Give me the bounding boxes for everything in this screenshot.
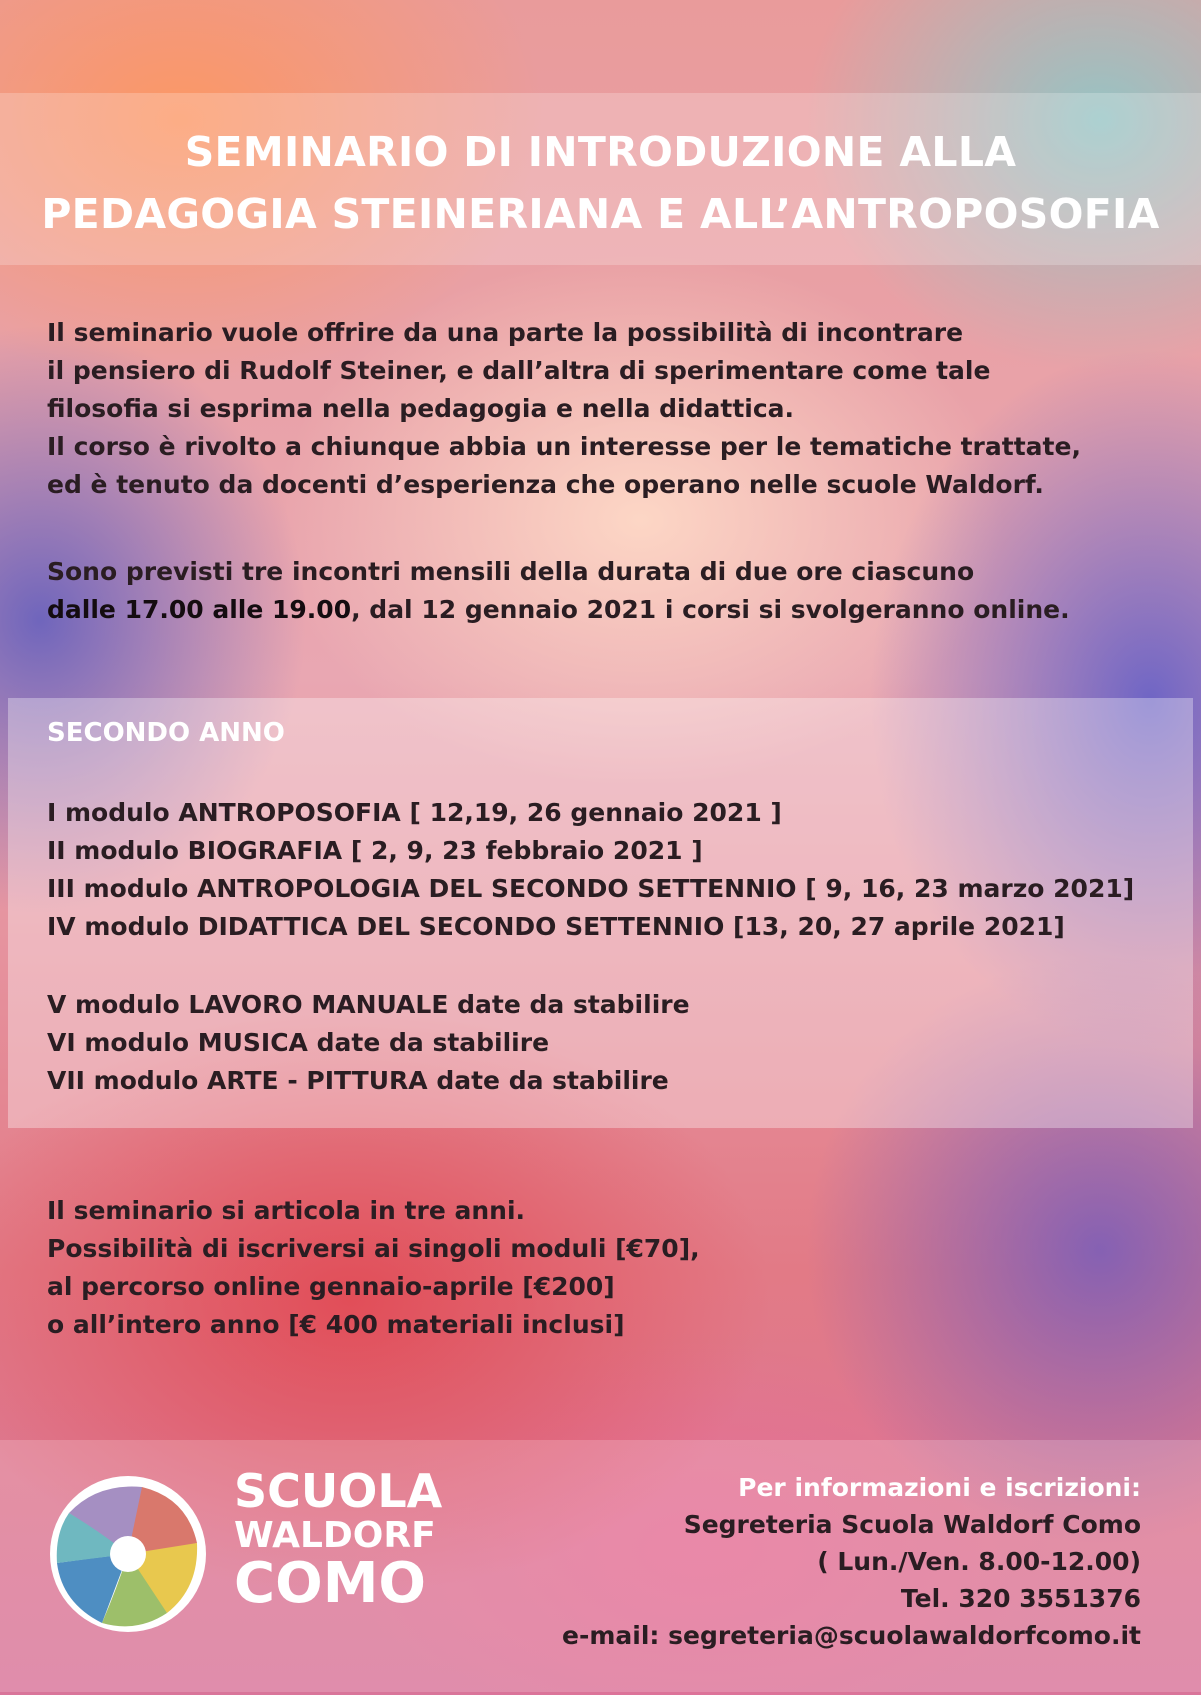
contact-hours: ( Lun./Ven. 8.00-12.00) xyxy=(817,1547,1141,1576)
module-item: V modulo LAVORO MANUALE date da stabilire xyxy=(47,990,690,1019)
pricing-line: o all’intero anno [€ 400 materiali inclusi] xyxy=(47,1310,625,1339)
intro-paragraph xyxy=(47,314,1081,504)
schedule-paragraph xyxy=(47,553,1070,629)
contact-heading: Per informazioni e iscrizioni: xyxy=(738,1473,1141,1502)
module-item: I modulo ANTROPOSOFIA [ 12,19, 26 gennaio 2021 ] xyxy=(47,798,782,827)
contact-email[interactable]: e-mail: segreteria@scuolawaldorfcomo.it xyxy=(562,1621,1141,1650)
module-item: II modulo BIOGRAFIA [ 2, 9, 23 febbraio 2021 ] xyxy=(47,836,703,865)
contact-office: Segreteria Scuola Waldorf Como xyxy=(683,1510,1141,1539)
page-title xyxy=(0,121,1201,245)
title-line-2: PEDAGOGIA STEINERIANA E ALL’ANTROPOSOFIA xyxy=(41,190,1160,238)
module-item: VI modulo MUSICA date da stabilire xyxy=(47,1028,550,1057)
module-item: VII modulo ARTE - PITTURA date da stabilire xyxy=(47,1066,669,1095)
brand-line-1: SCUOLA xyxy=(234,1464,443,1518)
intro-line: Il corso è rivolto a chiunque abbia un interesse per le tematiche trattate, xyxy=(47,432,1081,461)
brand-line-2: WALDORF xyxy=(234,1515,436,1556)
schedule-rest: , dal 12 gennaio 2021 i corsi si svolgeranno online. xyxy=(351,595,1070,624)
title-line-1: SEMINARIO DI INTRODUZIONE ALLA xyxy=(184,128,1017,176)
pricing-line: Possibilità di iscriversi ai singoli moduli [€70], xyxy=(47,1234,700,1263)
pricing-line: Il seminario si articola in tre anni. xyxy=(47,1196,526,1225)
contact-phone: Tel. 320 3551376 xyxy=(900,1584,1141,1613)
intro-line: Il seminario vuole offrire da una parte la possibilità di incontrare xyxy=(47,318,964,347)
pricing-paragraph xyxy=(47,1192,700,1344)
module-item: IV modulo DIDATTICA DEL SECONDO SETTENNIO [13, 20, 27 aprile 2021] xyxy=(47,912,1065,941)
school-brand-name xyxy=(234,1464,443,1616)
school-logo-icon xyxy=(47,1473,209,1635)
intro-line: filosofia si esprima nella pedagogia e nella didattica. xyxy=(47,394,795,423)
module-list-tbd xyxy=(47,986,690,1100)
schedule-line-2 xyxy=(47,591,1070,629)
year-heading: SECONDO ANNO xyxy=(47,718,285,748)
pricing-line: al percorso online gennaio-aprile [€200] xyxy=(47,1272,615,1301)
module-list xyxy=(47,794,1134,946)
module-item: III modulo ANTROPOLOGIA DEL SECONDO SETTENNIO [ 9, 16, 23 marzo 2021] xyxy=(47,874,1135,903)
schedule-time: dalle 17.00 alle 19.00 xyxy=(47,595,352,624)
schedule-line-1: Sono previsti tre incontri mensili della durata di due ore ciascuno xyxy=(47,557,975,586)
brand-line-3: COMO xyxy=(234,1551,427,1616)
intro-line: ed è tenuto da docenti d’esperienza che operano nelle scuole Waldorf. xyxy=(47,470,1044,499)
contact-block xyxy=(562,1469,1141,1654)
intro-line: il pensiero di Rudolf Steiner, e dall’altra di sperimentare come tale xyxy=(47,356,991,385)
